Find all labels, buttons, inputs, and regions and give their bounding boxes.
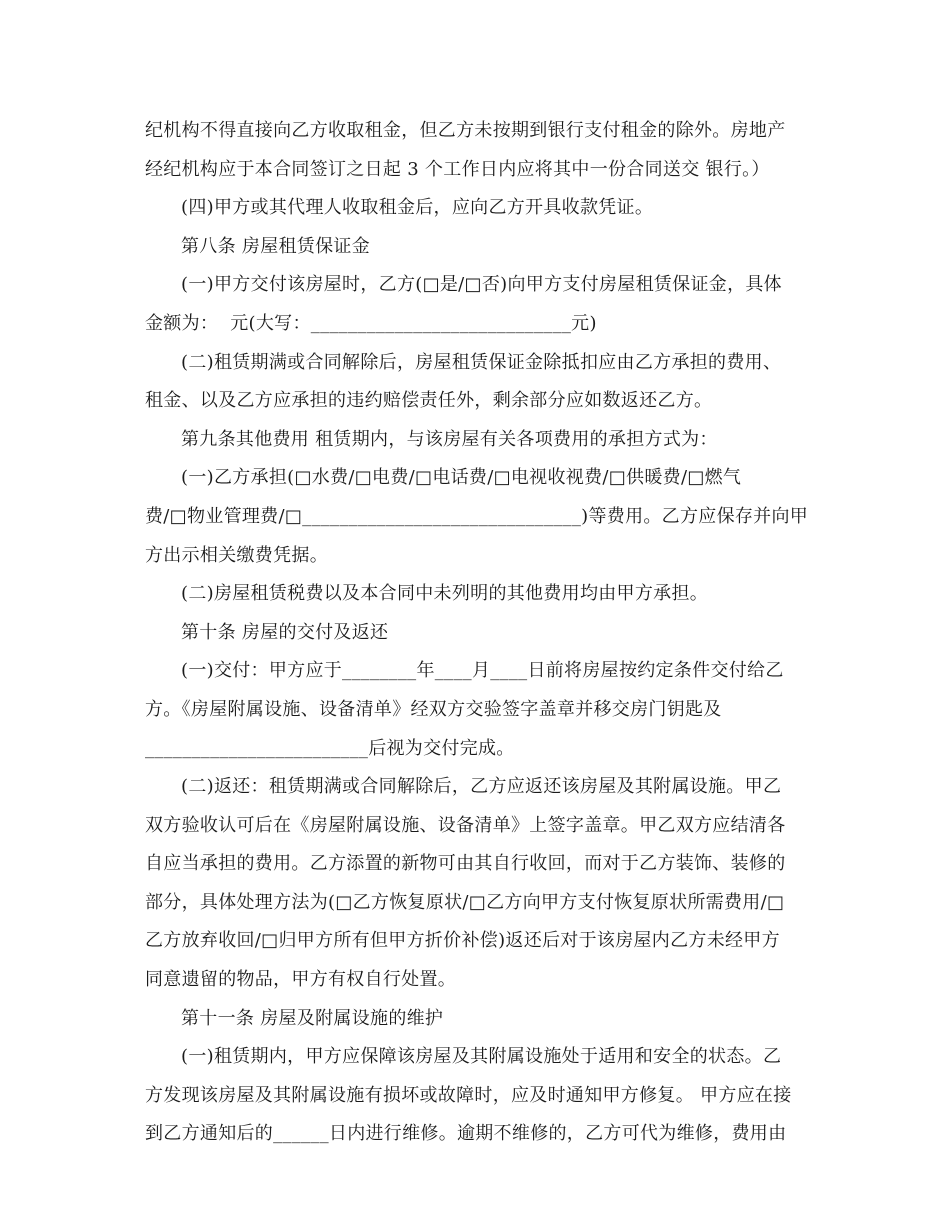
text-line: 到乙方通知后的______日内进行维修。逾期不维修的，乙方可代为维修，费用由 [145, 1123, 787, 1145]
text-line: (二)返还：租赁期满或合同解除后，乙方应返还该房屋及其附属设施。甲乙 [181, 776, 782, 798]
text-line: 第八条 房屋租赁保证金 [181, 235, 371, 257]
text-line: 经纪机构应于本合同签订之日起 3 个工作日内应将其中一份合同送交 银行。） [145, 158, 770, 180]
text-line: 第九条其他费用 租赁期内，与该房屋有关各项费用的承担方式为： [181, 428, 718, 450]
text-line: 第十一条 房屋及附属设施的维护 [181, 1007, 444, 1029]
document-page [145, 112, 810, 1154]
text-line: (二)租赁期满或合同解除后，房屋租赁保证金除抵扣应由乙方承担的费用、 [181, 351, 782, 373]
text-line: ________________________后视为交付完成。 [145, 737, 515, 759]
text-line: 方。《房屋附属设施、设备清单》经双方交验签字盖章并移交房门钥匙及 [145, 698, 722, 720]
text-line: (四)甲方或其代理人收取租金后，应向乙方开具收款凭证。 [181, 197, 654, 219]
text-line: (一)租赁期内，甲方应保障该房屋及其附属设施处于适用和安全的状态。乙 [181, 1046, 782, 1068]
text-line: (一)甲方交付该房屋时，乙方(□是/□否)向甲方支付房屋租赁保证金，具体 [181, 274, 782, 296]
text-line: (二)房屋租赁税费以及本合同中未列明的其他费用均由甲方承担。 [181, 583, 709, 605]
text-line: 方发现该房屋及其附属设施有损坏或故障时，应及时通知甲方修复。 甲方应在接 [145, 1084, 792, 1106]
text-line: 双方验收认可后在《房屋附属设施、设备清单》上签字盖章。甲乙双方应结清各 [145, 814, 786, 836]
text-line: 部分，具体处理方法为(□乙方恢复原状/□乙方向甲方支付恢复原状所需费用/□ [145, 891, 785, 913]
text-line: 费/□物业管理费/□______________________________)等费用。乙方应保存并向甲 [145, 505, 809, 527]
text-line: (一)交付：甲方应于________年____月____日前将房屋按约定条件交付给乙 [181, 660, 784, 682]
text-line: 租金、以及乙方应承担的违约赔偿责任外，剩余部分应如数返还乙方。 [145, 390, 713, 412]
text-line: 纪机构不得直接向乙方收取租金，但乙方未按期到银行支付租金的除外。房地产 [145, 120, 786, 141]
text-line: (一)乙方承担(□水费/□电费/□电话费/□电视收视费/□供暖费/□燃气 [181, 467, 742, 489]
text-line: 第十条 房屋的交付及返还 [181, 621, 389, 643]
text-line: 乙方放弃收回/□归甲方所有但甲方折价补偿)返还后对于该房屋内乙方未经甲方 [145, 930, 780, 952]
text-line: 自应当承担的费用。乙方添置的新物可由其自行收回，而对于乙方装饰、装修的 [145, 853, 786, 875]
text-line: 方出示相关缴费凭据。 [145, 544, 328, 566]
text-line: 同意遗留的物品，甲方有权自行处置。 [145, 969, 457, 991]
text-line: 金额为： 元(大写：____________________________元) [145, 312, 597, 334]
document-body [145, 112, 810, 1154]
